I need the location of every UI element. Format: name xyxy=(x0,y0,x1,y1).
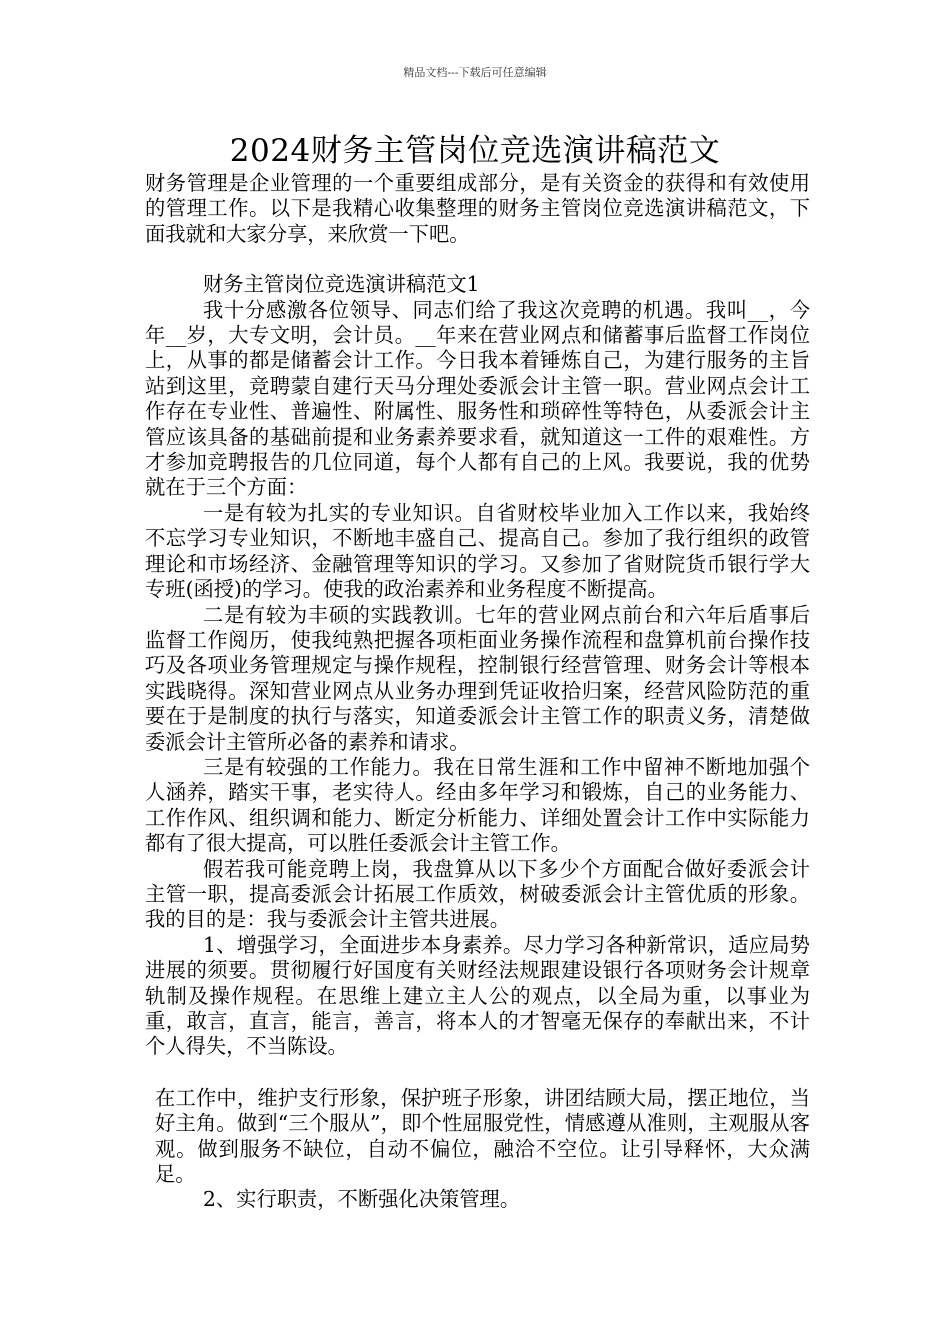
section-heading: 财务主管岗位竞选演讲稿范文1 xyxy=(203,272,480,297)
list-item: 2、实行职责，不断强化决策管理。 xyxy=(203,1187,521,1212)
intro-paragraph: 财务管理是企业管理的一个重要组成部分，是有关资金的获得和有效使用的管理工作。以下是我精心收集整理的财务主管岗位竞选演讲稿范文，下面我就和大家分享，来欣赏一下吧。 xyxy=(145,171,810,246)
body-paragraph: 1、增强学习，全面进步本身素养。尽力学习各种新常识，适应局势进展的须要。贯彻履行好国度有关财经法规跟建设银行各项财务会计规章轨制及操作规程。在思维上建立主人公的观点，以全局为重，以事业为重，敢言，直言，能言，善言，将本人的才智毫无保存的奉献出来，不计个人得失，不当陈设。 xyxy=(145,932,810,1059)
body-paragraph: 三是有较强的工作能力。我在日常生涯和工作中留神不断地加强个人涵养，踏实干事，老实待人。经由多年学习和锻炼，自己的业务能力、工作作风、组织调和能力、断定分析能力、详细处置会计工作中实际能力都有了很大提高，可以胜任委派会计主管工作。 xyxy=(145,754,810,856)
document-body xyxy=(145,171,810,1213)
body-paragraph: 我十分感激各位领导、同志们给了我这次竞聘的机遇。我叫__，今年__岁，大专文明，会计员。__年来在营业网点和储蓄事后监督工作岗位上，从事的都是储蓄会计工作。今日我本着锤炼自己，为建行服务的主旨站到这里，竞聘蒙自建行天马分理处委派会计主管一职。营业网点会计工作存在专业性、普遍性、附属性、服务性和琐碎性等特色，从委派会计主管应该具备的基础前提和业务素养要求看，就知道这一工件的艰难性。方才参加竞聘报告的几位同道，每个人都有自己的上风。我要说，我的优势就在于三个方面： xyxy=(145,297,810,500)
document-title: 2024财务主管岗位竞选演讲稿范文 xyxy=(229,133,721,169)
body-paragraph: 假若我可能竞聘上岗，我盘算从以下多少个方面配合做好委派会计主管一职，提高委派会计拓展工作质效，树破委派会计主管优质的形象。我的目的是：我与委派会计主管共进展。 xyxy=(145,856,810,932)
body-paragraph: 在工作中，维护支行形象，保护班子形象，讲团结顾大局，摆正地位，当好主角。做到“三个服从”，即个性屈服党性，情感遵从准则，主观服从客观。做到服务不缺位，自动不偏位，融洽不空位。让引导释怀，大众满足。 xyxy=(155,1085,810,1187)
body-paragraph: 二是有较为丰硕的实践教训。七年的营业网点前台和六年后盾事后监督工作阅历，使我纯熟把握各项柜面业务操作流程和盘算机前台操作技巧及各项业务管理规定与操作规程，控制银行经营管理、财务会计等根本实践晓得。深知营业网点从业务办理到凭证收拾归案，经营风险防范的重要在于是制度的执行与落实，知道委派会计主管工作的职责义务，清楚做委派会计主管所必备的素养和请求。 xyxy=(145,602,810,754)
blank-line xyxy=(145,1060,810,1086)
blank-line xyxy=(145,247,810,272)
page-header: 精品文档---下载后可任意编辑 xyxy=(403,66,547,79)
body-paragraph: 一是有较为扎实的专业知识。自省财校毕业加入工作以来，我始终不忘学习专业知识，不断地丰盛自己、提高自己。参加了我行组织的政管理论和市场经济、金融管理等知识的学习。又参加了省财院货币银行学大专班(函授)的学习。使我的政治素养和业务程度不断提高。 xyxy=(145,500,810,602)
